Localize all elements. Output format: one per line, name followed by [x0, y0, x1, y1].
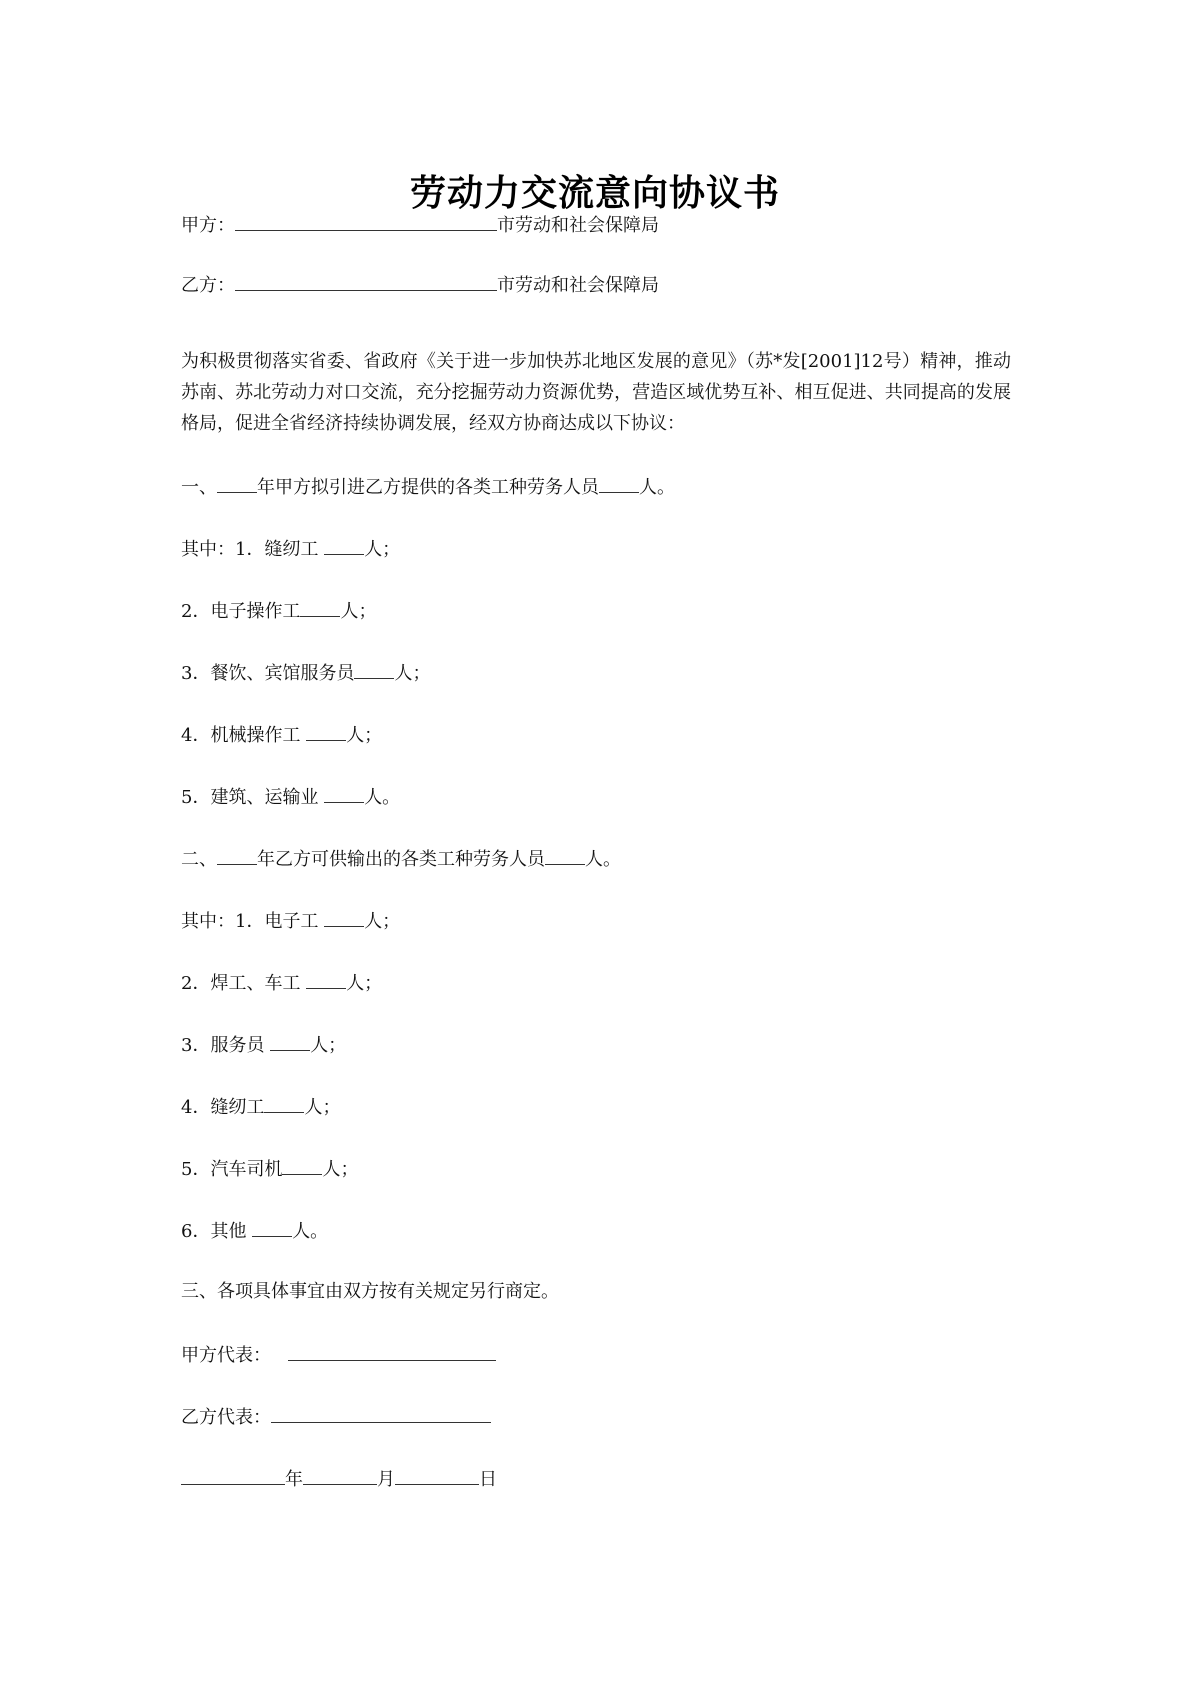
s2-item-suffix: 人。 [292, 1221, 329, 1242]
date-year-label: 年 [285, 1469, 303, 1490]
s1-item [181, 598, 376, 624]
s2-item-blank[interactable] [264, 1094, 304, 1113]
document-title: 劳动力交流意向协议书 [409, 173, 780, 214]
section1-prefix: 一、 [181, 477, 217, 498]
s2-item-blank[interactable] [270, 1032, 310, 1051]
s2-item-blank[interactable] [324, 908, 364, 927]
date-line [181, 1466, 497, 1492]
s2-item-blank[interactable] [252, 1218, 292, 1237]
rep-a-label: 甲方代表： [181, 1345, 289, 1366]
party-a-blank[interactable] [235, 212, 497, 231]
s1-item [181, 536, 400, 562]
s2-item [181, 1094, 340, 1120]
date-month-label: 月 [377, 1469, 395, 1490]
s1-item-label: 3．餐饮、宾馆服务员 [181, 663, 355, 684]
party-a-suffix: 市劳动和社会保障局 [497, 215, 659, 236]
s2-item-suffix: 人； [322, 1159, 359, 1180]
date-day-blank[interactable] [395, 1466, 479, 1485]
section2-prefix: 二、 [181, 849, 217, 870]
s2-item-blank[interactable] [306, 970, 346, 989]
s1-item-blank[interactable] [354, 660, 394, 679]
section1-suffix: 人。 [639, 477, 675, 498]
preamble-paragraph: 为积极贯彻落实省委、省政府《关于进一步加快苏北地区发展的意见》（苏*发[2001]12号）精神，推动苏南、苏北劳动力对口交流，充分挖掘劳动力资源优势，营造区域优势互补、相互促进、共同提高的发展格局，促进全省经济持续协调发展，经双方协商达成以下协议： [181, 351, 1011, 434]
s1-item [181, 784, 400, 810]
s2-item-label: 4．缝纫工 [181, 1097, 265, 1118]
party-b-line [181, 272, 659, 298]
section1-year-blank[interactable] [217, 474, 257, 493]
section1-heading [181, 474, 675, 500]
s1-item-blank[interactable] [324, 784, 364, 803]
s2-item [181, 908, 400, 934]
s1-item [181, 722, 382, 748]
s1-item-suffix: 人； [364, 539, 401, 560]
s2-item-suffix: 人； [346, 973, 383, 994]
section2-year-blank[interactable] [217, 846, 257, 865]
party-b-label: 乙方： [181, 275, 235, 296]
s1-item-label: 5．建筑、运输业 [181, 787, 325, 808]
s2-item [181, 1218, 328, 1244]
s1-item-blank[interactable] [306, 722, 346, 741]
s1-item-label: 2．电子操作工 [181, 601, 301, 622]
section2-suffix: 人。 [585, 849, 621, 870]
section1-text: 年甲方拟引进乙方提供的各类工种劳务人员 [257, 477, 599, 498]
s2-item-label: 6．其他 [181, 1221, 253, 1242]
s2-item-suffix: 人； [364, 911, 401, 932]
s1-item [181, 660, 430, 686]
s2-item-label: 2．焊工、车工 [181, 973, 307, 994]
rep-b-line [181, 1404, 491, 1430]
s1-item-suffix: 人； [394, 663, 431, 684]
s1-item-suffix: 人。 [364, 787, 401, 808]
s2-item [181, 1032, 346, 1058]
s1-item-suffix: 人； [346, 725, 383, 746]
date-month-blank[interactable] [303, 1466, 377, 1485]
rep-a-line [181, 1342, 496, 1368]
section2-heading [181, 846, 621, 872]
s1-item-suffix: 人； [340, 601, 377, 622]
section1-count-blank[interactable] [599, 474, 639, 493]
s2-item-label: 5．汽车司机 [181, 1159, 283, 1180]
s1-item-blank[interactable] [300, 598, 340, 617]
section3-text: 三、各项具体事宜由双方按有关规定另行商定。 [181, 1281, 559, 1302]
s2-item-suffix: 人； [310, 1035, 347, 1056]
s1-item-label: 其中：1．缝纫工 [181, 539, 325, 560]
s1-item-label: 4．机械操作工 [181, 725, 307, 746]
s2-item [181, 970, 382, 996]
party-a-line [181, 212, 659, 238]
section2-count-blank[interactable] [545, 846, 585, 865]
s2-item-label: 其中：1．电子工 [181, 911, 325, 932]
section2-text: 年乙方可供输出的各类工种劳务人员 [257, 849, 545, 870]
s2-item [181, 1156, 358, 1182]
s2-item-blank[interactable] [282, 1156, 322, 1175]
s2-item-label: 3．服务员 [181, 1035, 271, 1056]
party-b-suffix: 市劳动和社会保障局 [497, 275, 659, 296]
rep-b-signature-blank[interactable] [271, 1404, 491, 1423]
s2-item-suffix: 人； [304, 1097, 341, 1118]
date-day-label: 日 [479, 1469, 497, 1490]
s1-item-blank[interactable] [324, 536, 364, 555]
party-a-label: 甲方： [181, 215, 235, 236]
party-b-blank[interactable] [235, 272, 497, 291]
rep-b-label: 乙方代表： [181, 1407, 271, 1428]
rep-a-signature-blank[interactable] [288, 1342, 496, 1361]
date-year-blank[interactable] [181, 1466, 285, 1485]
